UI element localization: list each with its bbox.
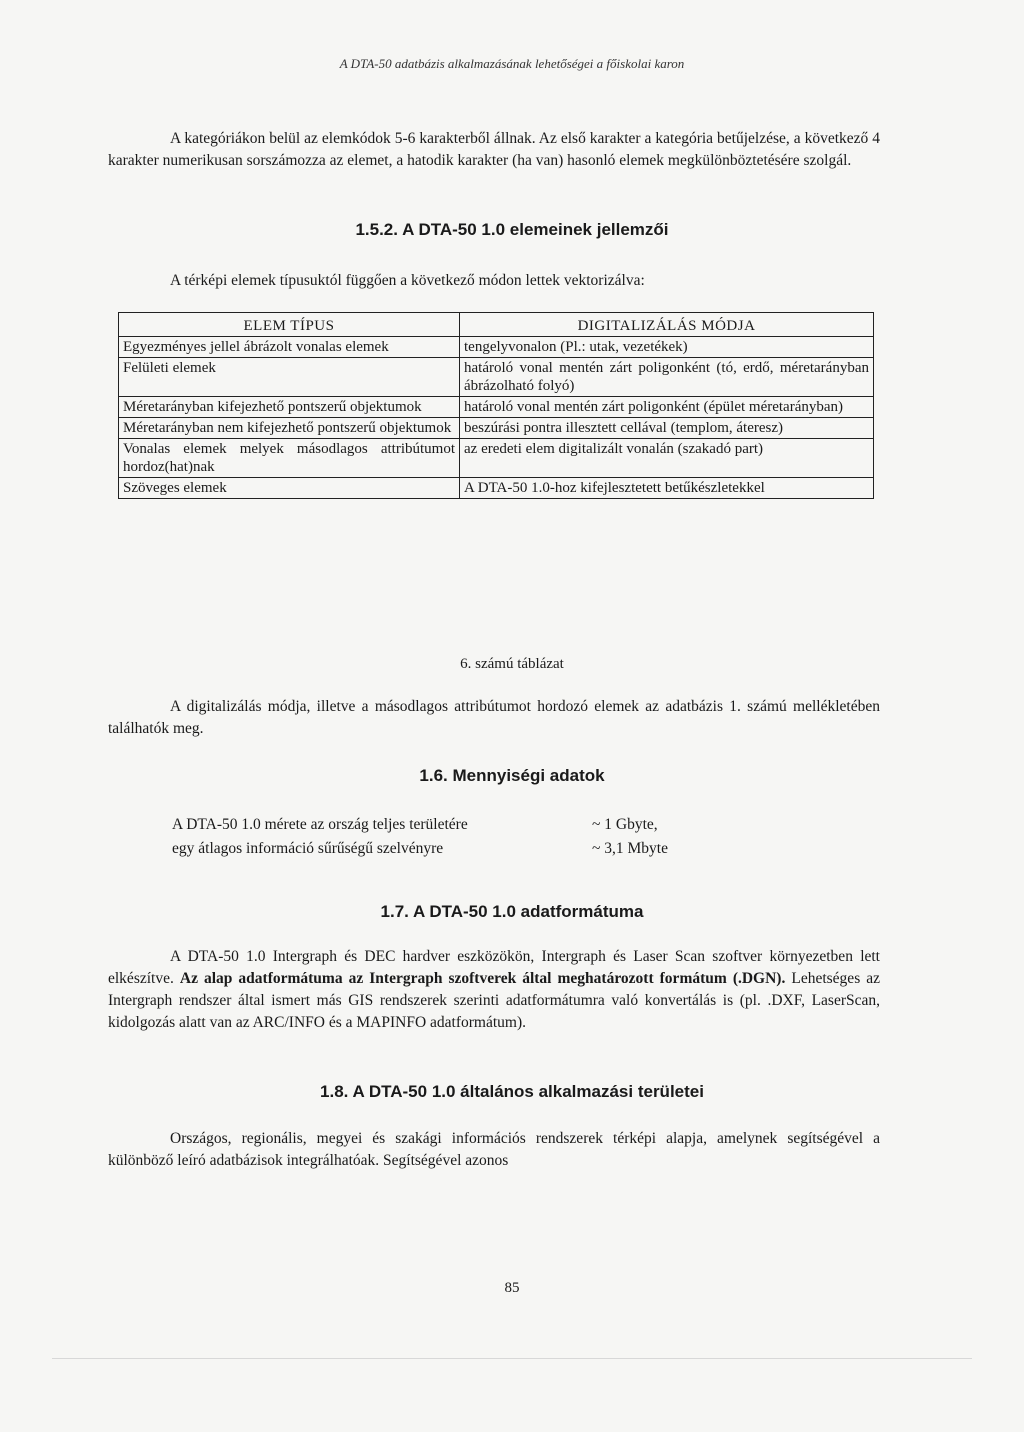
table-cell: tengelyvonalon (Pl.: utak, vezetékek) bbox=[460, 337, 874, 358]
table-cell: határoló vonal mentén zárt poligonként (tó, erdő, méretarányban ábrázolható folyó) bbox=[460, 358, 874, 397]
running-head: A DTA-50 adatbázis alkalmazásának lehetőségei a főiskolai karon bbox=[339, 56, 685, 71]
after-table-paragraph: A digitalizálás módja, illetve a másodlagos attribútumot hordozó elemek az adatbázis 1. számú mellékletében találhatók meg. bbox=[108, 698, 880, 737]
table-cell: Szöveges elemek bbox=[119, 478, 460, 499]
section-heading-1-5-2: 1.5.2. A DTA-50 1.0 elemeinek jellemzői bbox=[355, 220, 669, 239]
table-row bbox=[119, 418, 874, 439]
format-paragraph-text: A DTA-50 1.0 Intergraph és DEC hardver eszközökön, Intergraph és Laser Scan szoftver környezetben lett elkészítve. bbox=[108, 948, 880, 987]
table-cell: beszúrási pontra illesztett cellával (templom, áteresz) bbox=[460, 418, 874, 439]
element-type-table bbox=[118, 312, 874, 499]
format-paragraph bbox=[108, 946, 880, 1034]
intro-paragraph: A kategóriákon belül az elemkódok 5-6 karakterből állnak. Az első karakter a kategória betűjelzése, a következő 4 karakter numerikusan sorszámozza az elemet, a hatodik karakter (ha van) hasonló elemek megkülönböztetésére szolgál. bbox=[108, 130, 880, 169]
table-cell: Felületi elemek bbox=[119, 358, 460, 397]
table-header-row bbox=[119, 313, 874, 337]
table-cell: Vonalas elemek melyek másodlagos attribútumot hordoz(hat)nak bbox=[119, 439, 460, 478]
table-intro-paragraph: A térképi elemek típusuktól függően a következő módon lettek vektorizálva: bbox=[170, 272, 645, 289]
format-paragraph-bold-text: Az alap adatformátuma az Intergraph szoftverek által meghatározott formátum (.DGN). bbox=[179, 970, 786, 987]
section-heading-1-7: 1.7. A DTA-50 1.0 adatformátuma bbox=[380, 902, 644, 921]
column-header-digitalizalas-modja: DIGITALIZÁLÁS MÓDJA bbox=[460, 313, 874, 337]
table-row bbox=[119, 439, 874, 478]
table-row bbox=[119, 337, 874, 358]
table-caption: 6. számú táblázat bbox=[460, 656, 564, 672]
page-bottom-rule bbox=[52, 1358, 972, 1359]
column-header-elem-tipus: ELEM TÍPUS bbox=[119, 313, 460, 337]
page-number: 85 bbox=[504, 1280, 520, 1296]
table-row bbox=[119, 358, 874, 397]
table-cell: A DTA-50 1.0-hoz kifejlesztetett betűkészletekkel bbox=[460, 478, 874, 499]
quantity-value: ~ 3,1 Mbyte bbox=[592, 840, 668, 857]
table-cell: Egyezményes jellel ábrázolt vonalas elemek bbox=[119, 337, 460, 358]
section-heading-1-6: 1.6. Mennyiségi adatok bbox=[419, 766, 605, 785]
table-cell: határoló vonal mentén zárt poligonként (épület méretarányban) bbox=[460, 397, 874, 418]
quantity-label: egy átlagos információ sűrűségű szelvényre bbox=[172, 840, 444, 857]
section-heading-1-8: 1.8. A DTA-50 1.0 általános alkalmazási területei bbox=[320, 1082, 704, 1101]
table-row bbox=[119, 478, 874, 499]
table-cell: az eredeti elem digitalizált vonalán (szakadó part) bbox=[460, 439, 874, 478]
quantity-value: ~ 1 Gbyte, bbox=[592, 816, 658, 833]
quantity-label: A DTA-50 1.0 mérete az ország teljes területére bbox=[172, 816, 468, 833]
table-cell: Méretarányban nem kifejezhető pontszerű objektumok bbox=[119, 418, 460, 439]
applications-paragraph: Országos, regionális, megyei és szakági információs rendszerek térképi alapja, amelynek segítségével a különböző leíró adatbázisok integrálhatóak. Segítségével azonos bbox=[108, 1130, 880, 1169]
format-paragraph-text: Lehetséges az Intergraph rendszer által ismert más GIS rendszerek szerinti adatformátumra való konvertálás is (pl. .DXF, LaserScan, kidolgozás alatt van az ARC/INFO és a MAPINFO adatformátum). bbox=[108, 970, 880, 1031]
table-row bbox=[119, 397, 874, 418]
table-cell: Méretarányban kifejezhető pontszerű objektumok bbox=[119, 397, 460, 418]
